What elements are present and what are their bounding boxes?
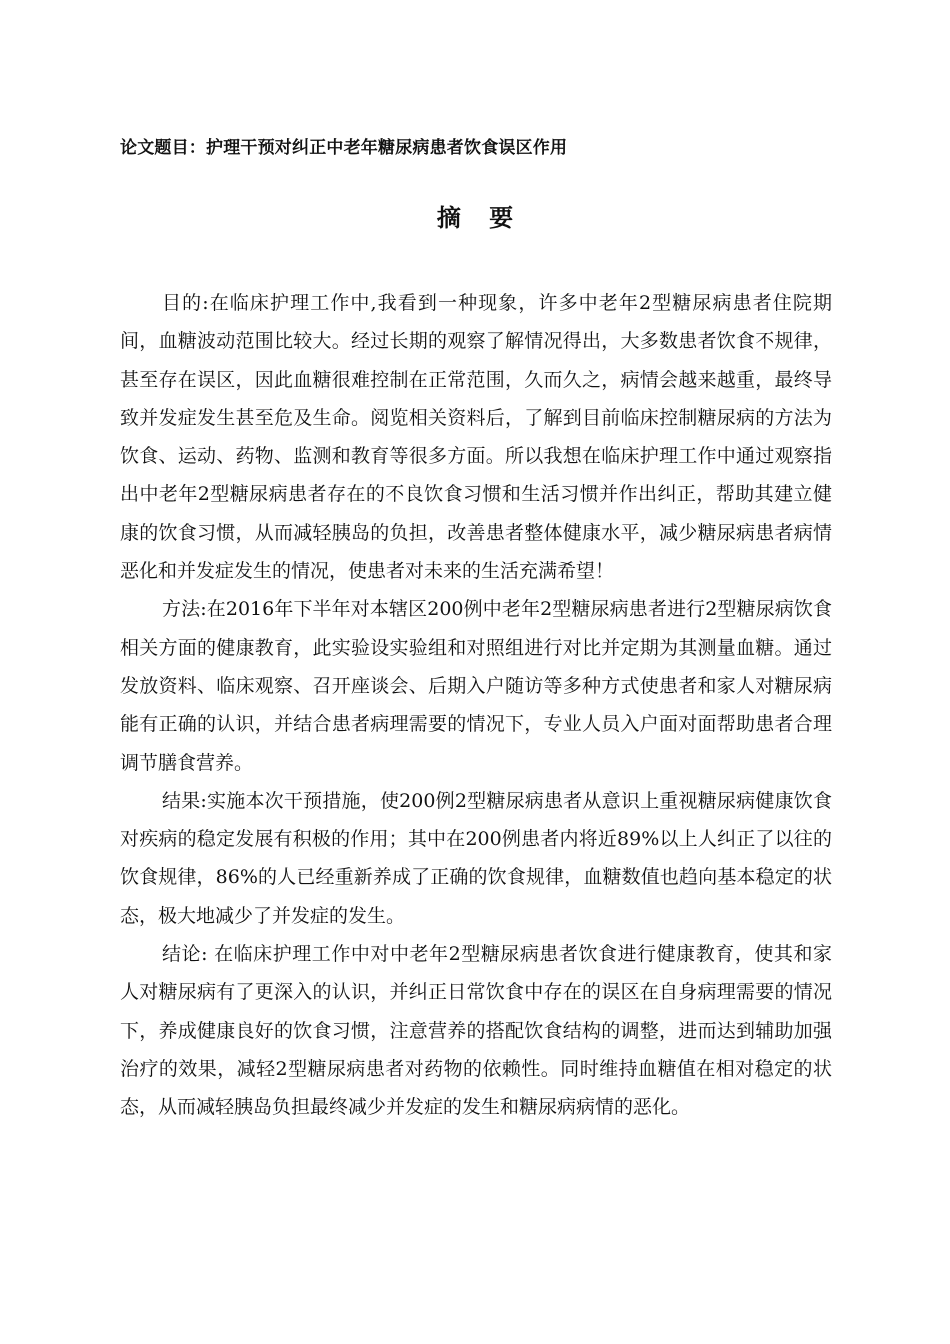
abstract-body [120,284,832,1127]
conclusion-paragraph: 结论: 在临床护理工作中对中老年2型糖尿病患者饮食进行健康教育，使其和家人对糖尿病有了更深入的认识，并纠正日常饮食中存在的误区在自身病理需要的情况下，养成健康良好的饮食习惯，注意营养的搭配饮食结构的调整，进而达到辅助加强治疗的效果，减轻2型糖尿病患者对药物的依赖性。同时维持血糖值在相对稳定的状态，从而减轻胰岛负担最终减少并发症的发生和糖尿病病情的恶化。 [120,943,832,1119]
purpose-paragraph: 目的:在临床护理工作中,我看到一种现象，许多中老年2型糖尿病患者住院期间，血糖波动范围比较大。经过长期的观察了解情况得出，大多数患者饮食不规律，甚至存在误区，因此血糖很难控制在正常范围，久而久之，病情会越来越重，最终导致并发症发生甚至危及生命。阅览相关资料后，了解到目前临床控制糖尿病的方法为饮食、运动、药物、监测和教育等很多方面。所以我想在临床护理工作中通过观察指出中老年2型糖尿病患者存在的不良饮食习惯和生活习惯并作出纠正，帮助其建立健康的饮食习惯，从而减轻胰岛的负担，改善患者整体健康水平，减少糖尿病患者病情恶化和并发症发生的情况，使患者对未来的生活充满希望！ [120,292,832,583]
thesis-title: 论文题目：护理干预对纠正中老年糖尿病患者饮食误区作用 [120,138,568,158]
result-paragraph: 结果:实施本次干预措施，使200例2型糖尿病患者从意识上重视糖尿病健康饮食对疾病的稳定发展有积极的作用；其中在200例患者内将近89%以上人纠正了以往的饮食规律，86%的人已经重新养成了正确的饮食规律，血糖数值也趋向基本稳定的状态，极大地减少了并发症的发生。 [120,789,832,927]
method-paragraph: 方法:在2016年下半年对本辖区200例中老年2型糖尿病患者进行2型糖尿病饮食相关方面的健康教育，此实验设实验组和对照组进行对比并定期为其测量血糖。通过发放资料、临床观察、召开座谈会、后期入户随访等多种方式使患者和家人对糖尿病能有正确的认识，并结合患者病理需要的情况下，专业人员入户面对面帮助患者合理调节膳食营养。 [120,598,832,774]
abstract-heading: 摘 要 [436,204,524,232]
